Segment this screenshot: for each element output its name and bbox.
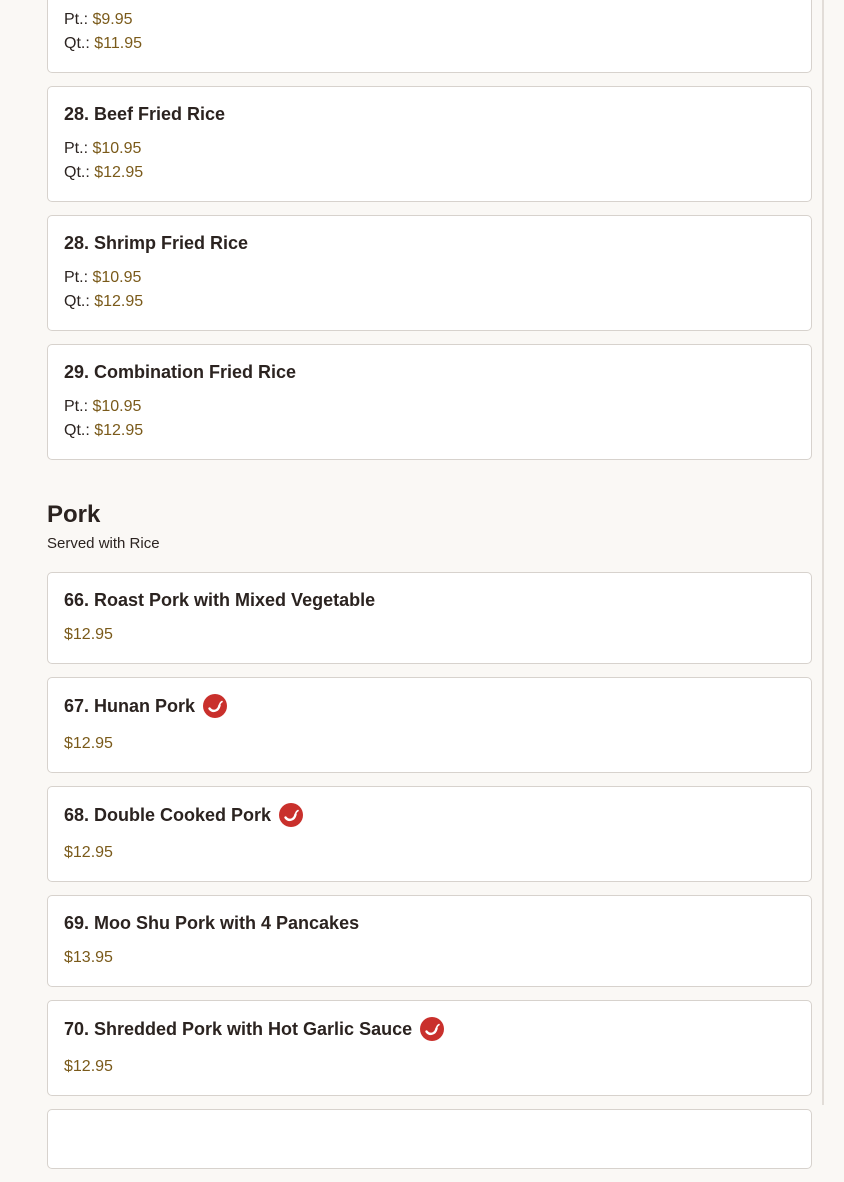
menu-item-title: 29. Combination Fried Rice	[64, 362, 297, 382]
menu-item-price: $12.95	[64, 844, 113, 861]
quart-price-line	[64, 419, 795, 443]
chili-pepper-icon	[203, 694, 227, 718]
page-edge-divider	[822, 0, 824, 1105]
menu-item-card[interactable]	[47, 0, 812, 73]
menu-item-card[interactable]	[47, 895, 812, 987]
pint-label: Pt.:	[64, 11, 89, 28]
pint-price-line	[64, 266, 795, 290]
menu-item-title	[64, 1017, 795, 1041]
chili-pepper-icon	[420, 1017, 444, 1041]
menu-item-card[interactable]	[47, 572, 812, 664]
section-title: Pork	[47, 501, 101, 528]
menu-item-card[interactable]	[47, 344, 812, 460]
quart-label: Qt.:	[64, 422, 90, 439]
menu-item-title: 28. Beef Fried Rice	[64, 104, 226, 124]
menu-item-title	[64, 912, 795, 934]
pint-price: $10.95	[92, 398, 142, 415]
menu-item-card[interactable]	[47, 1109, 812, 1169]
quart-price: $12.95	[94, 422, 144, 439]
menu-item-price: $12.95	[64, 735, 113, 752]
quart-price: $12.95	[94, 293, 144, 310]
menu-item-name: 67. Hunan Pork	[64, 696, 196, 716]
menu-item-title	[64, 694, 795, 718]
pint-price: $9.95	[92, 11, 133, 28]
menu-item-card[interactable]	[47, 677, 812, 773]
menu-item-title	[64, 589, 795, 611]
pint-price-line	[64, 395, 795, 419]
menu-item-card[interactable]	[47, 215, 812, 331]
menu-item-price: $13.95	[64, 949, 113, 966]
pint-price: $10.95	[92, 269, 142, 286]
quart-price-line	[64, 290, 795, 314]
chili-pepper-icon	[279, 803, 303, 827]
menu-item-card[interactable]	[47, 86, 812, 202]
pint-label: Pt.:	[64, 269, 89, 286]
quart-price-line	[64, 32, 795, 56]
pint-label: Pt.:	[64, 140, 89, 157]
menu-item-name: 69. Moo Shu Pork with 4 Pancakes	[64, 913, 360, 933]
menu-item-price: $12.95	[64, 626, 113, 643]
pint-price-line	[64, 8, 795, 32]
pint-price-line	[64, 137, 795, 161]
menu-item-card[interactable]	[47, 1000, 812, 1096]
pint-label: Pt.:	[64, 398, 89, 415]
section-subtitle: Served with Rice	[47, 535, 160, 552]
menu-item-title	[64, 803, 795, 827]
pint-price: $10.95	[92, 140, 142, 157]
menu-item-name: 68. Double Cooked Pork	[64, 805, 272, 825]
menu-item-name: 70. Shredded Pork with Hot Garlic Sauce	[64, 1019, 413, 1039]
menu-item-card[interactable]	[47, 786, 812, 882]
section-header-pork	[47, 473, 812, 554]
quart-label: Qt.:	[64, 293, 90, 310]
menu-item-title: 28. Shrimp Fried Rice	[64, 233, 249, 253]
menu-item-name: 66. Roast Pork with Mixed Vegetable	[64, 590, 376, 610]
quart-price: $11.95	[94, 35, 142, 52]
menu-item-price: $12.95	[64, 1058, 113, 1075]
quart-label: Qt.:	[64, 35, 90, 52]
quart-label: Qt.:	[64, 164, 90, 181]
menu-list	[47, 0, 812, 1182]
quart-price-line	[64, 161, 795, 185]
quart-price: $12.95	[94, 164, 144, 181]
